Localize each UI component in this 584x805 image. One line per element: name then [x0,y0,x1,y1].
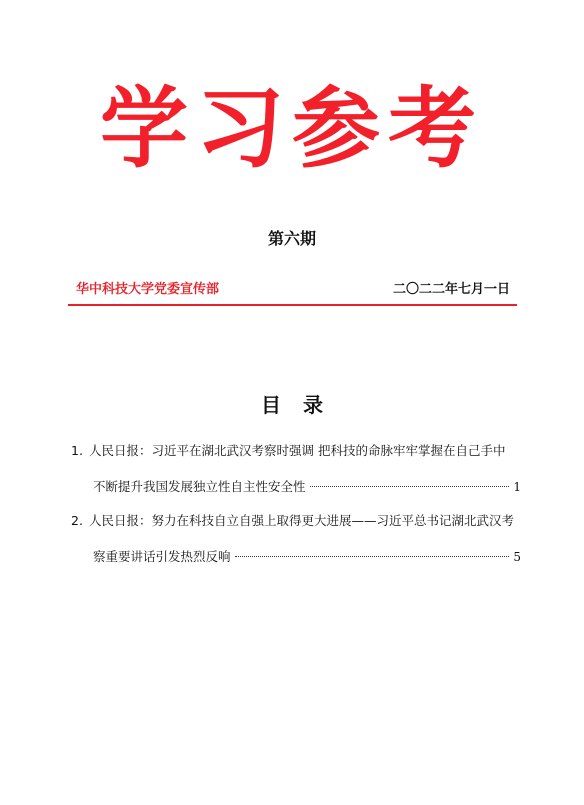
toc-entry-number: 2. [71,513,83,528]
toc-page-number: 1 [513,480,521,494]
toc-leader-dots [235,556,510,557]
toc-entry[interactable] [71,512,521,566]
header-divider [68,304,517,306]
toc-entry-number: 1. [71,443,83,458]
document-title: 学习参考 [99,76,484,180]
toc-entry-title-line1: 人民日报：习近平在湖北武汉考察时强调 把科技的命脉牢牢掌握在自己手中 [89,443,506,458]
publication-date: 二〇二二年七月一日 [392,282,510,297]
toc-entry-title-line2: 察重要讲话引发热烈反响 [93,549,231,564]
toc-leader-dots [310,486,510,487]
toc-entry-title-line1: 人民日报：努力在科技自立自强上取得更大进展——习近平总书记湖北武汉考 [89,513,515,528]
department-name: 华中科技大学党委宣传部 [76,282,220,297]
toc-heading: 目录 [261,393,345,417]
issue-number: 第六期 [267,229,316,248]
toc-page-number: 5 [513,550,521,564]
toc-entry-title-line2: 不断提升我国发展独立性自主性安全性 [93,479,306,494]
toc-entry[interactable] [71,442,521,496]
